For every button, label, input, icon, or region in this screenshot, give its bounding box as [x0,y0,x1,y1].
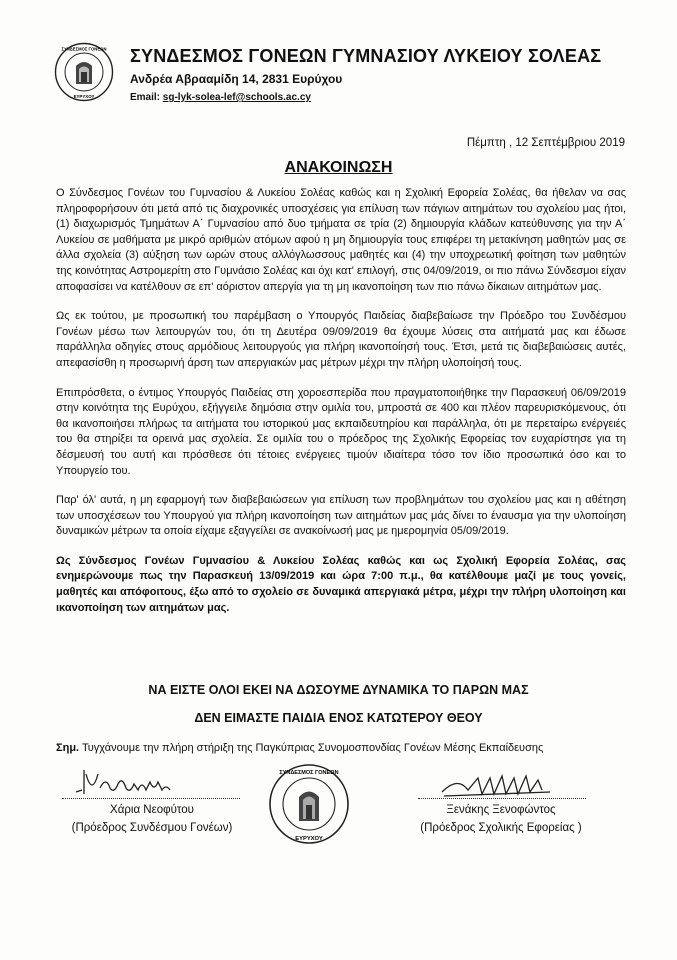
announcement-title: ΑΝΑΚΟΙΝΩΣΗ [284,159,393,176]
svg-text:ΕΥΡΥΧΟΥ: ΕΥΡΥΧΟΥ [295,836,323,842]
letterhead [54,36,644,116]
left-handwritten-signature [72,766,182,800]
body-paragraph: Επιπρόσθετα, ο έντιμος Υπουργός Παιδείας στη χοροεσπερίδα που πραγματοποιήθηκε την Παρασκευή 06/09/2019 στην κοινότητα της Ευρύχου, εξήγγειλε δημόσια στην ομιλία του, μπροστά σε 400 και πλέον παρευρισκόμενους, ότι θα ικανοποιήσει πλήρως τα αιτήματα του ιστορικού μας εκπαιδευτηρίου και παράλληλα, ότι με περεταίρω ενέργειές του θα στηρίξει τα ορεινά μας σχολεία. Σε ομιλία του ο πρόεδρος της Σχολικής Εφορείας τον ευχαρίστησε για τη δέσμευσή του αυτή και πρόσθεσε ότι τέτοιες ενέργειες τιμούν ιδιαίτερα τόσο τον ίδιο προσωπικά όσο και το Υπουργείο του. [56,386,626,477]
svg-text:ΕΥΡΥΧΟΥ: ΕΥΡΥΧΟΥ [73,94,95,99]
right-signature-line [418,798,586,799]
letter-date: Πέμπτη , 12 Σεπτέμβριου 2019 [466,137,625,149]
right-signatory-name: Ξενάκης Ξενοφώντος [446,804,556,816]
association-stamp [268,763,350,845]
email-label: Email: [130,92,161,103]
svg-text:ΣΥΝΔΕΣΜΟΣ ΓΟΝΕΩΝ: ΣΥΝΔΕΣΜΟΣ ΓΟΝΕΩΝ [61,46,107,52]
left-signatory-name: Χάρια Νεοφύτου [110,804,194,816]
body-paragraph: Ως εκ τούτου, με προσωπική του παρέμβαση ο Υπουργός Παιδείας διαβεβαίωσε την Πρόεδρο του Συνδέσμου Γονέων μέσω των λειτουργών του, ότι τη Δευτέρα 09/09/2019 θα έχουμε λύσεις στα αιτήματά μας και έδωσε παράλληλα οδηγίες στους αρμόδιους λειτουργούς για πλήρη ικανοποίησή τους. Έτσι, μετά τις διαβεβαιώσεις αυτές, απεφασίσθη η προσωρινή άρση των απεργιακών μας μέτρων μέχρι την πλήρη υλοποίησή τους. [56,310,626,369]
association-logo [54,42,114,102]
body-paragraph: Ο Σύνδεσμος Γονέων του Γυμνασίου & Λυκείου Σολέας καθώς και η Σχολική Εφορεία Σολέας, θα ήθελαν να σας πληροφορήσουν ότι μετά από τις διαχρονικές υποσχέσεις για επίλυση των πάγιων αιτημάτων του σχολείου μας ήτοι, (1) διαχωρισμός Τμημάτων Α΄ Γυμνασίου από δυο τμήματα σε τρία (2) δημιουργία κλάδων κατεύθυνσης για την Α΄ Λυκείου σε μαθήματα με μικρό αριθμών ατόμων αφού η μη δημιουργία τους επιφέρει τη μετακίνηση μαθητών μας σε άλλα σχολεία (3) αύξηση των ωρών στους αλλόγλωσσους μαθητές και (4) την υποχρεωτική φοίτηση των μαθητών της κοινότητας Αστρομερίτη στο Γυμνάσιο Σολέας και όχι κατ' επιλογή, στις 04/09/2019, οι πιο πάνω Σύνδεσμοι είχαν αποφασίσει να κατέλθουν σε επ' αόριστον απεργία για τη μη ικανοποίηση των πιο πάνω δίκαιων αιτημάτων μας. [56,187,626,293]
email-link[interactable]: sg-lyk-solea-lef@schools.ac.cy [162,92,311,103]
left-signatory-role: (Πρόεδρος Συνδέσμου Γονέων) [71,822,233,834]
body-paragraph: Παρ' όλ' αυτά, η μη εφαρμογή των διαβεβαιώσεων για επίλυση των προβλημάτων του σχολείου μας και η αθέτηση των υποσχέσεων του Υπουργού για πλήρη ικανοποίηση των αιτημάτων μας μάς δίνει το έναυσμα για την υλοποίηση δυναμικών μέτρων τα οποία είχαμε εξαγγείλει σε ανακοίνωσή μας με ημερομηνία 05/09/2019. [56,494,626,538]
left-signature-line [62,798,240,799]
slogan-line-1: ΝΑ ΕΙΣΤΕ ΟΛΟΙ ΕΚΕΙ ΝΑ ΔΩΣΟΥΜΕ ΔΥΝΑΜΙΚΑ ΤΟ ΠΑΡΩΝ ΜΑΣ [148,683,529,697]
right-handwritten-signature [438,770,558,800]
letter-body [56,186,626,630]
strike-announcement-paragraph: Ως Σύνδεσμος Γονέων Γυμνασίου & Λυκείου Σολέας καθώς και ως Σχολική Εφορεία Σολέας, σας ενημερώνουμε πως την Παρασκευή 13/09/2019 και ώρα 7:00 π.μ., θα κατέλθουμε μαζί με τους γονείς, μαθητές και απόφοιτους, έξω από το σχολείο σε δυναμικά απεργιακά μέτρα, μέχρι την πλήρη υλοποίηση και ικανοποίηση των αιτημάτων μας. [56,554,626,614]
note-text: Τυγχάνουμε την πλήρη στήριξη της Παγκύπριας Συνομοσπονδίας Γονέων Μέσης Εκπαίδευσης [81,742,544,754]
note-label: Σημ. [56,742,80,754]
slogan-line-2: ΔΕΝ ΕΙΜΑΣΤΕ ΠΑΙΔΙΑ ΕΝΟΣ ΚΑΤΩΤΕΡΟΥ ΘΕΟΥ [194,711,483,725]
right-signatory-role: (Πρόεδρος Σχολικής Εφορείας ) [420,822,582,834]
organization-address: Ανδρέα Αβρααμίδη 14, 2831 Ευρύχου [130,72,343,86]
organization-name: ΣΥΝΔΕΣΜΟΣ ΓΟΝΕΩΝ ΓΥΜΝΑΣΙΟΥ ΛΥΚΕΙΟΥ ΣΟΛΕΑΣ [130,46,602,66]
organization-email [130,92,311,103]
support-note [56,742,636,754]
svg-text:ΣΥΝΔΕΣΜΟΣ ΓΟΝΕΩΝ: ΣΥΝΔΕΣΜΟΣ ΓΟΝΕΩΝ [279,770,339,776]
